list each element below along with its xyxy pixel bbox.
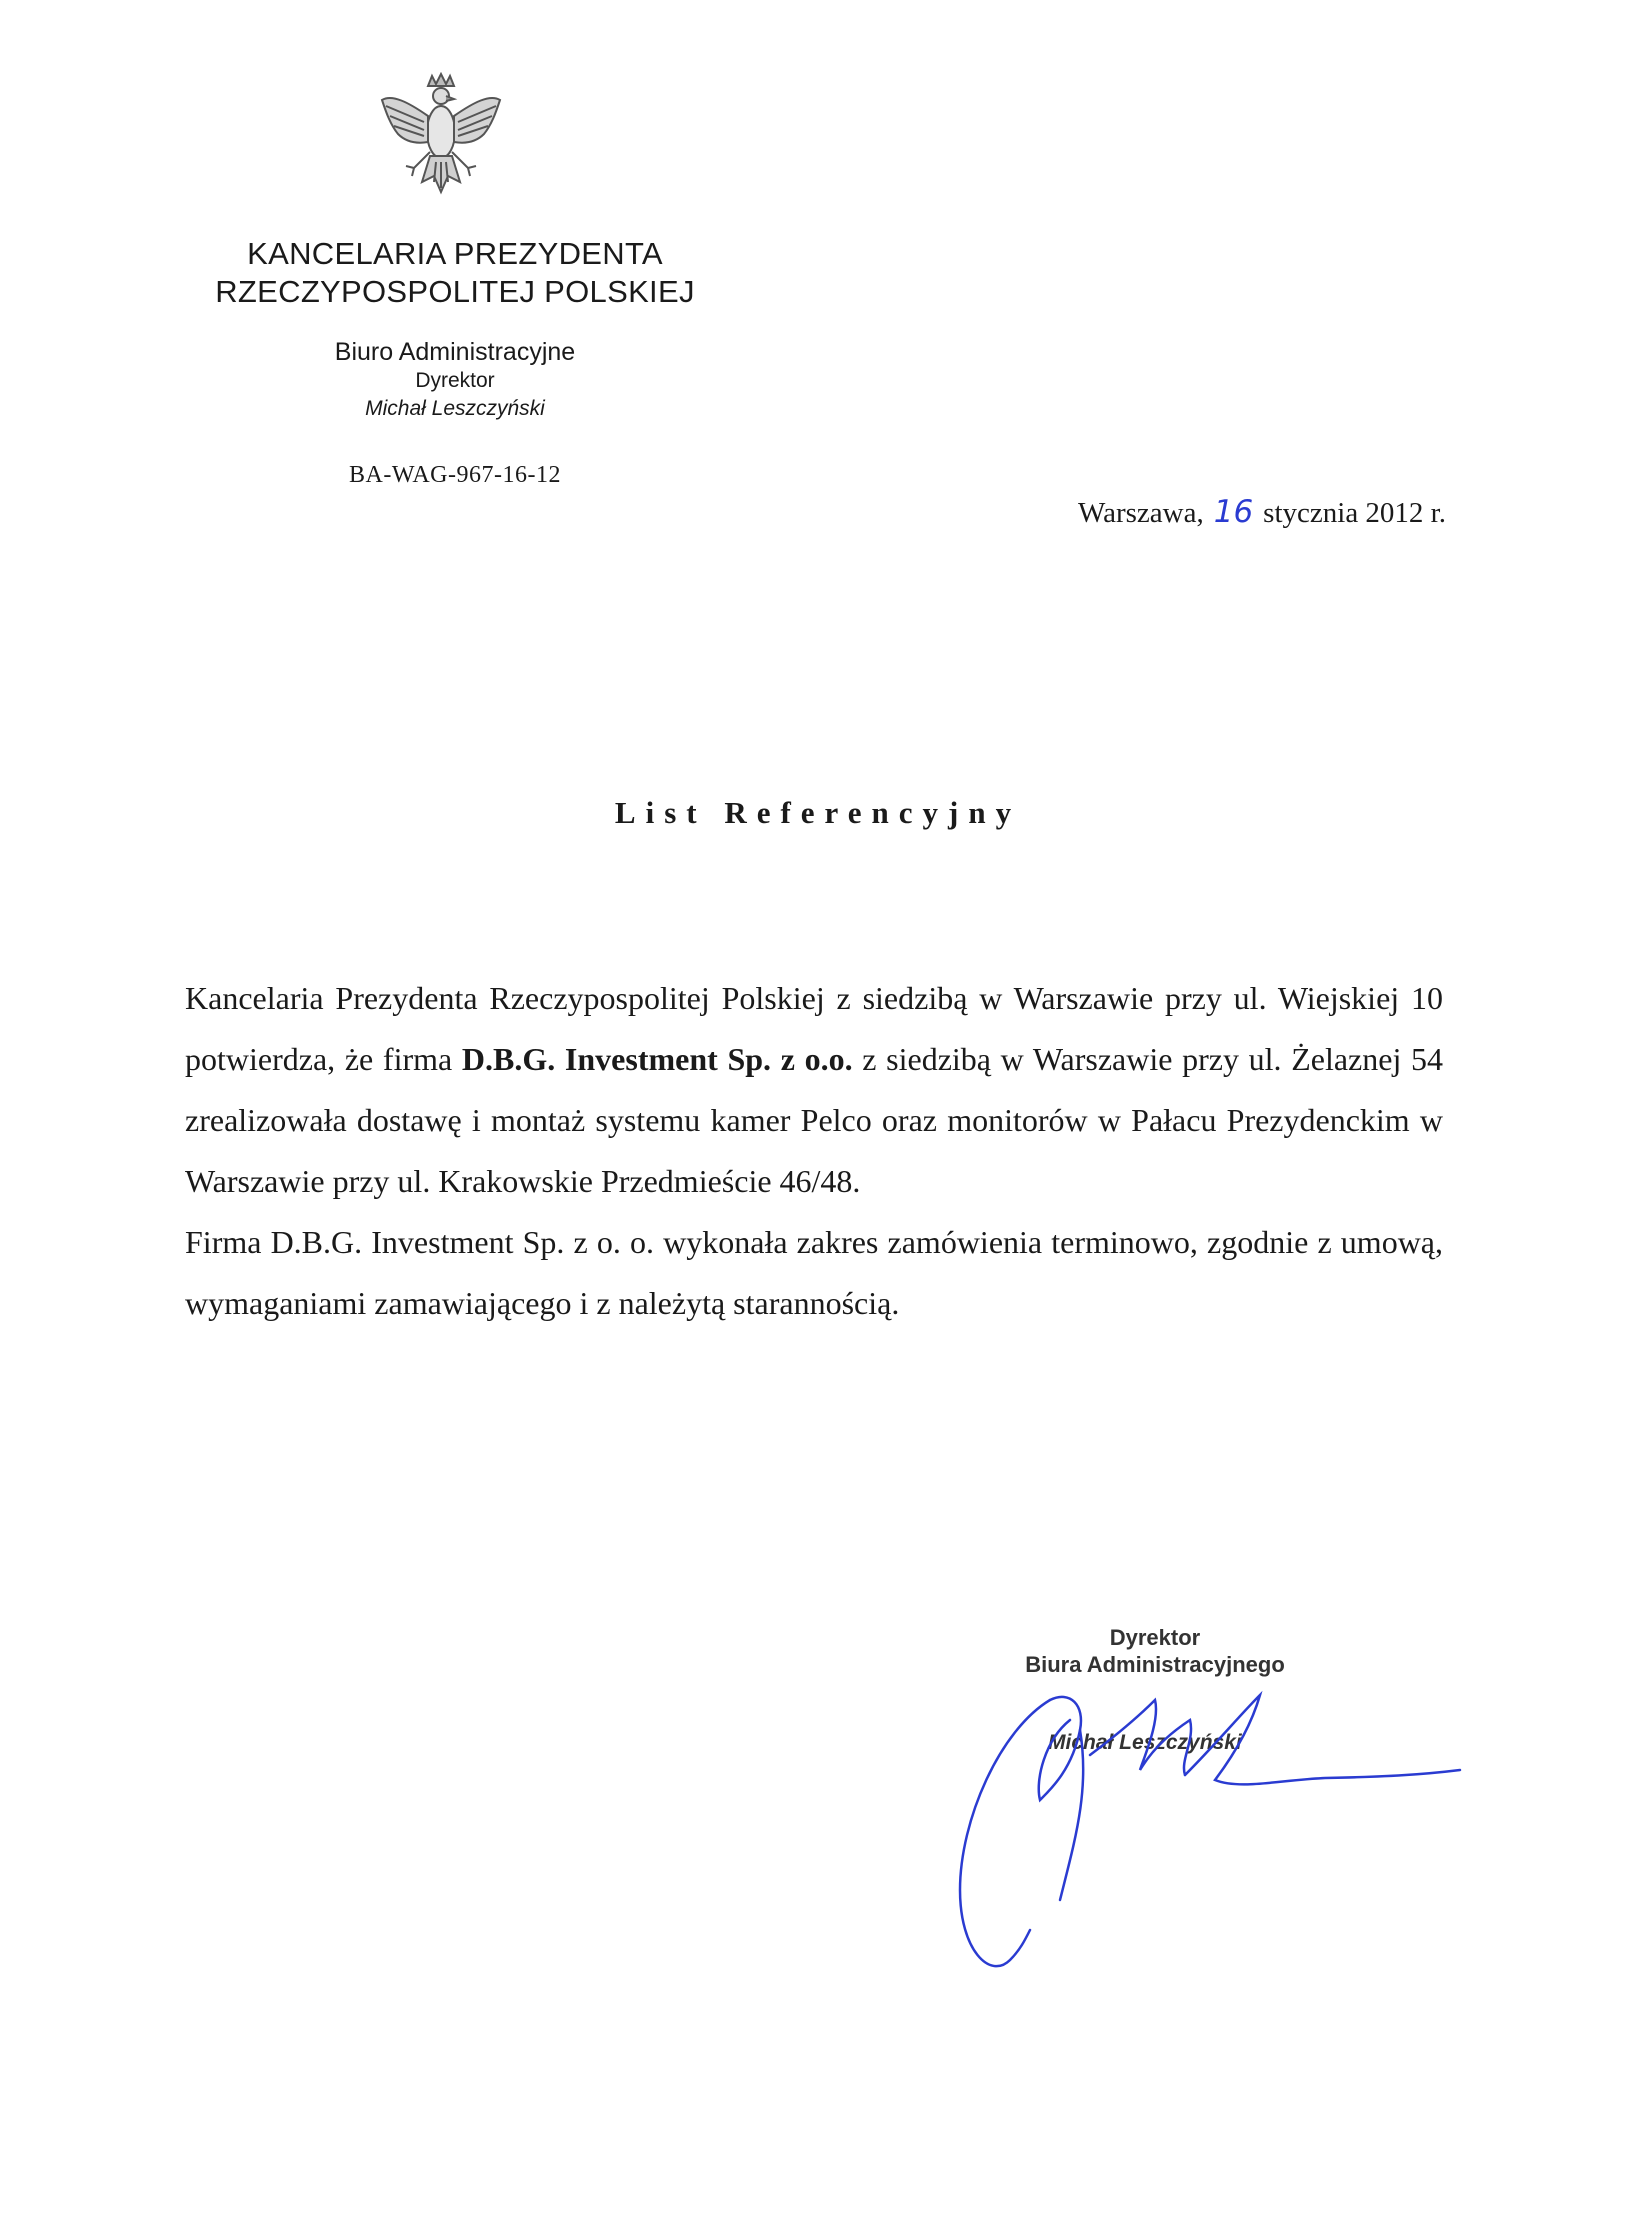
date-city: Warszawa,: [1078, 497, 1204, 529]
reference-number: BA-WAG-967-16-12: [349, 462, 561, 488]
department-name: Biuro Administracyjne: [334, 338, 576, 366]
dateline: [1078, 494, 1446, 530]
date-rest: stycznia 2012 r.: [1263, 497, 1446, 529]
signature-name: Michał Leszczyński: [1048, 1731, 1242, 1754]
signature-title-line2: Biura Administracyjnego: [1025, 1652, 1285, 1677]
org-name-line1: KANCELARIA PREZYDENTA: [247, 236, 663, 271]
body-text: Kancelaria Prezydenta Rzeczypospolitej Polskiej z siedzibą w Warszawie przy ul. Wiejskiej 10 potwierdza, że firma: [185, 980, 1443, 1077]
body-text: z siedzibą w Warszawie przy ul. Żelaznej 54 zrealizowała dostawę i montaż systemu kamer Pelco oraz monitorów w Pałacu Prezydenckim w Warszawie przy ul. Krakowskie Przedmieście 46/48.: [185, 1041, 1444, 1199]
body-paragraph-1: [185, 968, 1443, 1212]
org-name-line2: RZECZYPOSPOLITEJ POLSKIEJ: [215, 274, 695, 309]
company-name: D.B.G. Investment Sp. z o.o.: [461, 1041, 853, 1077]
date-day-handwritten: 16: [1213, 494, 1254, 530]
director-name: Michał Leszczyński: [365, 397, 545, 420]
white-eagle-emblem-icon: [378, 72, 504, 208]
body-paragraph-2: Firma D.B.G. Investment Sp. z o. o. wykonała zakres zamówienia terminowo, zgodnie z umową, wymaganiami zamawiającego i z należytą starannością.: [185, 1224, 1443, 1321]
letter-title: List Referencyjny: [614, 795, 1022, 830]
signature-title-line1: Dyrektor: [1109, 1625, 1201, 1650]
position-title: Dyrektor: [415, 369, 495, 392]
letter-body: [185, 968, 1443, 1334]
handwritten-signature: [940, 1660, 1540, 1980]
